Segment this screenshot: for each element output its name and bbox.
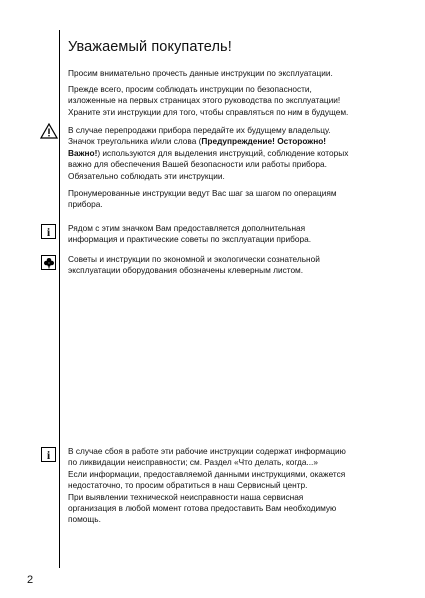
text-line: Если информации, предоставляемой данными инструкциями, окажется [68, 468, 346, 479]
text-segment: Значок треугольника и/или слова ( [68, 136, 202, 147]
clover-glyph [43, 257, 55, 269]
text-line [68, 136, 388, 147]
text-line: Прежде всего, просим соблюдать инструкции по безопасности, [68, 84, 312, 94]
text-line: Просим внимательно прочесть данные инструкции по эксплуатации. [68, 68, 333, 78]
text-line: информация и практические советы по эксплуатации прибора. [68, 234, 312, 245]
safety-paragraph [68, 84, 388, 118]
text-line: Обязательно соблюдать эти инструкции. [68, 170, 225, 181]
text-segment: ) используются для выделения инструкций, соблюдение которых [97, 147, 349, 158]
text-line: недостаточно, то просим обратиться в наш Сервисный центр. [68, 480, 308, 491]
page-title: Уважаемый покупатель! [68, 39, 232, 55]
page-number: 2 [27, 574, 34, 586]
text-line: прибора. [68, 199, 103, 210]
text-line: по ликвидации неисправности; см. Раздел «Что делать, когда...» [68, 457, 318, 468]
text-line: Рядом с этим значком Вам предоставляется дополнительная [68, 223, 306, 233]
info-paragraph [68, 223, 388, 246]
text-line: Храните эти инструкции для того, чтобы справляться по ним в будущем. [68, 106, 349, 117]
text-line: эксплуатации оборудования обозначены клеверным листом. [68, 265, 304, 276]
info-icon [41, 447, 56, 462]
warning-triangle-icon [40, 123, 58, 139]
intro-paragraph [68, 68, 388, 79]
info-icon [41, 224, 56, 239]
info-glyph: i [46, 447, 51, 462]
troubleshooting-paragraph [68, 446, 388, 526]
text-line [68, 148, 388, 159]
warning-keywords: Предупреждение! Осторожно! [201, 136, 327, 147]
text-line: При выявлении технической неисправности наша сервисная [68, 491, 304, 502]
warning-keyword-important: Важно! [68, 147, 98, 158]
text-line: Пронумерованные инструкции ведут Вас шаг за шагом по операциям [68, 188, 337, 198]
steps-paragraph [68, 188, 388, 211]
text-line: Советы и инструкции по экономной и экологически сознательной [68, 254, 320, 264]
text-line: В случае перепродажи прибора передайте их будущему владельцу. [68, 125, 331, 135]
eco-paragraph [68, 254, 388, 277]
text-line: помощь. [68, 514, 101, 525]
text-line: важно для обеспечения Вашей безопасности или работы прибора. [68, 159, 327, 170]
text-line: организация в любой момент готова предоставить Вам необходимую [68, 503, 337, 514]
margin-rule [59, 30, 60, 568]
text-line: изложенные на первых страницах этого руководства по эксплуатации! [68, 95, 341, 106]
text-line: В случае сбоя в работе эти рабочие инструкции содержат информацию [68, 446, 346, 456]
info-glyph: i [46, 224, 51, 239]
warning-paragraph [68, 125, 388, 182]
clover-leaf-icon [41, 255, 56, 270]
